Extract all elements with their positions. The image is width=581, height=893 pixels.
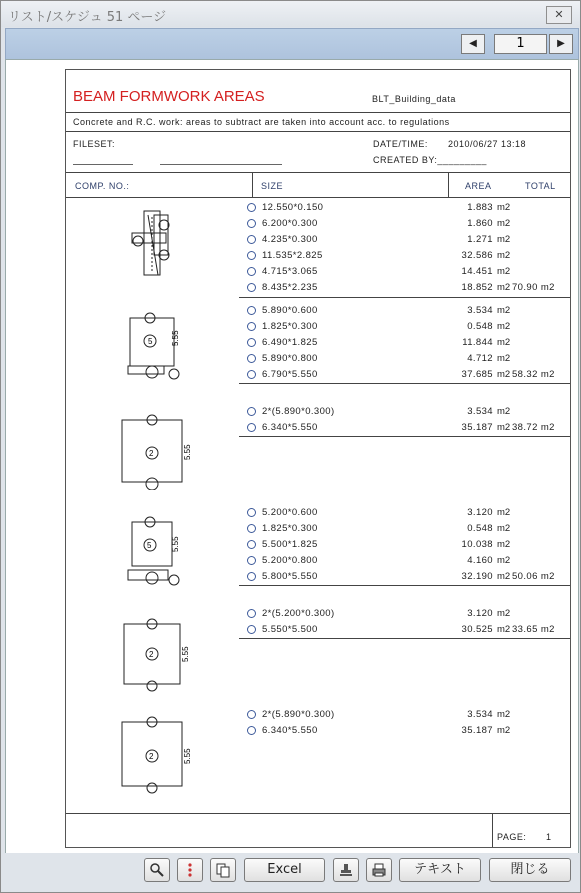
area-unit: m2 (497, 369, 511, 380)
size-row (247, 404, 511, 420)
title-bar (1, 1, 580, 27)
area-value: 1.860 (467, 218, 493, 229)
size-value: 6.200*0.300 (262, 218, 318, 229)
size-row (247, 537, 511, 553)
stamp-icon (338, 862, 354, 878)
info-icon[interactable] (247, 354, 256, 363)
window-title: リスト/スケジュ 51 ページ (8, 10, 167, 25)
area-unit: m2 (497, 305, 511, 316)
info-icon[interactable] (247, 572, 256, 581)
size-value: 11.535*2.825 (262, 250, 323, 261)
size-row (247, 200, 511, 216)
text-button[interactable]: テキスト (399, 858, 481, 882)
size-row (247, 723, 511, 739)
info-icon[interactable] (247, 283, 256, 292)
stamp-button[interactable] (333, 858, 359, 882)
options-button[interactable] (177, 858, 203, 882)
print-button[interactable] (366, 858, 392, 882)
beam-sketch (116, 410, 196, 490)
size-value: 5.200*0.800 (262, 555, 318, 566)
divider (66, 112, 570, 113)
info-icon[interactable] (247, 540, 256, 549)
size-row (247, 216, 511, 232)
area-value: 32.586 (461, 250, 493, 261)
sketch-label: 5 (147, 541, 152, 550)
column-header-comp: COMP. NO.: (75, 181, 130, 191)
size-value: 1.825*0.300 (262, 321, 318, 332)
size-value: 2*(5.890*0.300) (262, 709, 335, 720)
size-value: 5.800*5.550 (262, 571, 318, 582)
area-value: 0.548 (467, 321, 493, 332)
fileset-line (73, 164, 133, 165)
area-value: 18.852 (461, 282, 493, 293)
zoom-button[interactable] (144, 858, 170, 882)
info-icon[interactable] (247, 625, 256, 634)
info-icon[interactable] (247, 524, 256, 533)
magnifier-icon (149, 862, 165, 878)
area-value: 3.534 (467, 709, 493, 720)
info-icon[interactable] (247, 407, 256, 416)
size-value: 4.715*3.065 (262, 266, 318, 277)
size-value: 4.235*0.300 (262, 234, 318, 245)
area-unit: m2 (497, 202, 511, 213)
area-unit: m2 (497, 406, 511, 417)
size-row (247, 351, 511, 367)
area-value: 4.712 (467, 353, 493, 364)
area-unit: m2 (497, 218, 511, 229)
beam-sketch (124, 510, 192, 592)
area-unit: m2 (497, 539, 511, 550)
group-total: 70.90 m2 (512, 282, 555, 293)
sketch-dimension: 5.55 (171, 536, 180, 552)
size-value: 6.790*5.550 (262, 369, 318, 380)
area-unit: m2 (497, 266, 511, 277)
area-unit: m2 (497, 523, 511, 534)
close-window-button[interactable]: ✕ (546, 6, 572, 24)
divider (66, 131, 570, 132)
divider (66, 197, 570, 198)
area-unit: m2 (497, 337, 511, 348)
area-unit: m2 (497, 555, 511, 566)
area-unit: m2 (497, 234, 511, 245)
sketch-label: 5 (148, 337, 153, 346)
group-total: 38.72 m2 (512, 422, 555, 433)
dataset-name: BLT_Building_data (372, 94, 456, 104)
sketch-label: 2 (149, 449, 154, 458)
copy-button[interactable] (210, 858, 236, 882)
size-value: 6.340*5.550 (262, 422, 318, 433)
page-label: PAGE: (497, 832, 527, 842)
area-value: 3.120 (467, 608, 493, 619)
column-divider (448, 172, 449, 197)
sketch-label: 2 (149, 752, 154, 761)
size-value: 5.500*1.825 (262, 539, 318, 550)
column-header-total: TOTAL (525, 181, 556, 191)
info-icon[interactable] (247, 219, 256, 228)
size-row (247, 606, 511, 622)
info-icon[interactable] (247, 556, 256, 565)
group-divider (239, 436, 570, 437)
area-value: 35.187 (461, 422, 493, 433)
column-divider (252, 172, 253, 197)
info-icon[interactable] (247, 508, 256, 517)
size-value: 8.435*2.235 (262, 282, 318, 293)
size-row (247, 707, 511, 723)
group-divider (239, 585, 570, 586)
size-row (247, 505, 511, 521)
datetime-label: DATE/TIME: (373, 139, 428, 149)
size-value: 6.340*5.550 (262, 725, 318, 736)
excel-button[interactable]: Excel (244, 858, 325, 882)
sketch-label: 2 (149, 650, 154, 659)
area-unit: m2 (497, 725, 511, 736)
column-header-size: SIZE (261, 181, 284, 191)
area-value: 0.548 (467, 523, 493, 534)
sketch-dimension: 5.55 (183, 444, 192, 460)
vertical-dots-icon (182, 862, 198, 878)
bottom-toolbar (1, 853, 580, 892)
area-value: 30.525 (461, 624, 493, 635)
info-icon[interactable] (247, 423, 256, 432)
area-value: 37.685 (461, 369, 493, 380)
size-row (247, 569, 511, 585)
size-value: 1.825*0.300 (262, 523, 318, 534)
copy-icon (215, 862, 231, 878)
size-value: 5.890*0.600 (262, 305, 318, 316)
size-row (247, 420, 511, 436)
area-value: 32.190 (461, 571, 493, 582)
info-icon[interactable] (247, 235, 256, 244)
group-divider (239, 297, 570, 298)
area-unit: m2 (497, 282, 511, 293)
area-value: 35.187 (461, 725, 493, 736)
area-unit: m2 (497, 709, 511, 720)
size-row (247, 622, 511, 638)
footer-column-divider (492, 813, 493, 847)
area-value: 1.271 (467, 234, 493, 245)
group-divider (239, 638, 570, 639)
size-value: 5.200*0.600 (262, 507, 318, 518)
area-value: 10.038 (461, 539, 493, 550)
area-value: 3.534 (467, 406, 493, 417)
size-value: 5.550*5.500 (262, 624, 318, 635)
size-row (247, 335, 511, 351)
area-unit: m2 (497, 608, 511, 619)
printer-icon (371, 862, 387, 878)
area-unit: m2 (497, 624, 511, 635)
info-icon[interactable] (247, 710, 256, 719)
page-navigation-bar (5, 28, 579, 60)
fileset-line (160, 164, 282, 165)
beam-sketch (116, 712, 196, 794)
area-unit: m2 (497, 250, 511, 261)
info-icon[interactable] (247, 370, 256, 379)
info-icon[interactable] (247, 726, 256, 735)
beam-sketch (128, 205, 188, 285)
column-header-area: AREA (465, 181, 492, 191)
area-value: 4.160 (467, 555, 493, 566)
area-value: 3.120 (467, 507, 493, 518)
area-value: 14.451 (461, 266, 493, 277)
report-frame (65, 69, 571, 848)
datetime-value: 2010/06/27 13:18 (448, 139, 527, 149)
created-by-label: CREATED BY:_________ (373, 155, 487, 165)
report-heading: BEAM FORMWORK AREAS (73, 88, 265, 105)
beam-sketch (124, 308, 192, 386)
size-value: 12.550*0.150 (262, 202, 324, 213)
size-row (247, 521, 511, 537)
area-unit: m2 (497, 321, 511, 332)
previous-page-button[interactable]: ◀ (461, 34, 485, 54)
size-value: 2*(5.890*0.300) (262, 406, 335, 417)
size-value: 6.490*1.825 (262, 337, 318, 348)
size-row (247, 303, 511, 319)
area-unit: m2 (497, 422, 511, 433)
sketch-dimension: 5.55 (183, 748, 192, 764)
sketch-dimension: 5.55 (171, 330, 180, 346)
info-icon[interactable] (247, 203, 256, 212)
info-icon[interactable] (247, 609, 256, 618)
info-icon[interactable] (247, 251, 256, 260)
info-icon[interactable] (247, 267, 256, 276)
page-value: 1 (546, 832, 552, 842)
close-button[interactable]: 閉じる (489, 858, 571, 882)
area-unit: m2 (497, 571, 511, 582)
area-value: 3.534 (467, 305, 493, 316)
size-row (247, 248, 511, 264)
size-row (247, 367, 511, 383)
group-divider (239, 383, 570, 384)
size-value: 5.890*0.800 (262, 353, 318, 364)
area-unit: m2 (497, 507, 511, 518)
group-total: 50.06 m2 (512, 571, 555, 582)
size-row (247, 232, 511, 248)
info-icon[interactable] (247, 306, 256, 315)
area-unit: m2 (497, 353, 511, 364)
size-row (247, 319, 511, 335)
area-value: 1.883 (467, 202, 493, 213)
area-value: 11.844 (462, 337, 493, 348)
report-page (5, 59, 579, 854)
fileset-label: FILESET: (73, 139, 116, 149)
size-row (247, 280, 511, 296)
size-row (247, 553, 511, 569)
sketch-dimension: 5.55 (181, 646, 190, 662)
info-icon[interactable] (247, 338, 256, 347)
size-row (247, 264, 511, 280)
report-note: Concrete and R.C. work: areas to subtract are taken into account acc. to regulations (73, 117, 450, 127)
footer-divider (66, 813, 570, 814)
group-total: 58.32 m2 (512, 369, 555, 380)
beam-sketch (118, 610, 194, 694)
divider (66, 172, 570, 173)
info-icon[interactable] (247, 322, 256, 331)
group-total: 33.65 m2 (512, 624, 555, 635)
size-value: 2*(5.200*0.300) (262, 608, 335, 619)
next-page-button[interactable]: ▶ (549, 34, 573, 54)
page-number-field[interactable]: 1 (494, 34, 547, 54)
